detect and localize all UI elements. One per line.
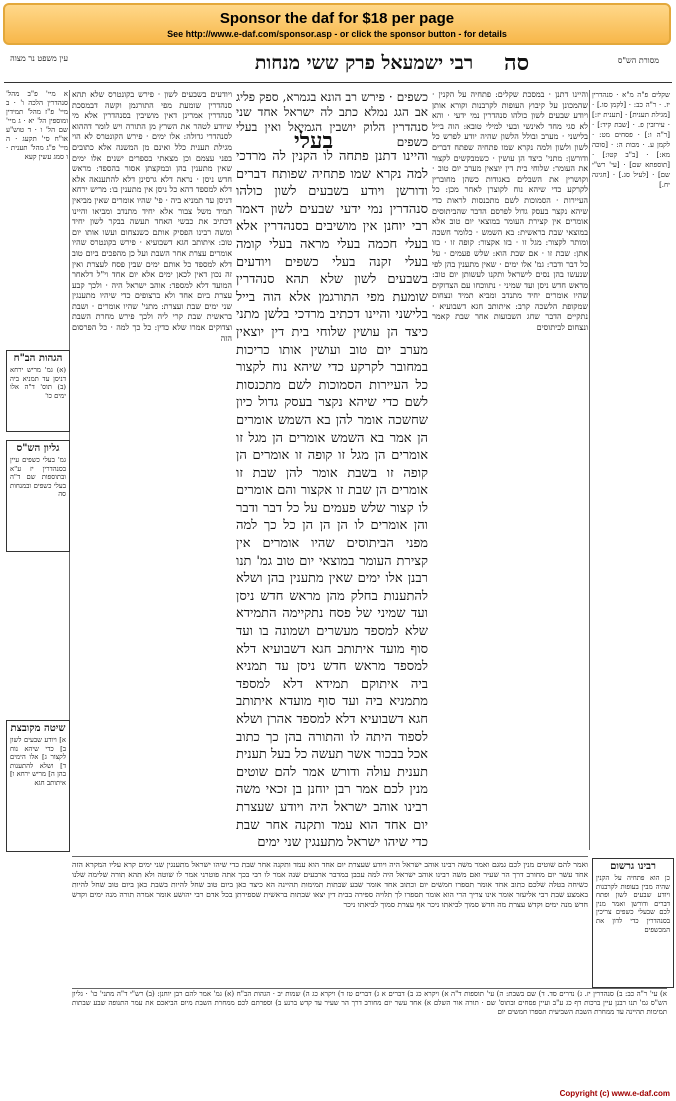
rabbeinu-gershom-title: רבינו גרשום [610,861,656,872]
chapter-title: רבי ישמעאל פרק ששי מנחות [254,52,474,74]
shitah-title: שיטה מקובצת [10,723,66,734]
hagahot-box [6,350,70,432]
shitah-box [6,720,70,852]
page-number: סה [504,50,530,76]
header-rule [4,82,672,83]
tosafot-column: ויודעים בשבעים לשון · פירש בקונטרס שלא תהא סנהדרין שומעת מפי התורגמן וקשה דבמסכת סנהדרין אמרינן דאין מושיבין בסנהדרין אלא מי שיודע לטהר את השרץ מן התורה ויש לומר דההוא לסנהדרי גדולה: אלו ימים · פירש הקונטרס לא הוי מגילת תענית כלל ואינם מן המשנה אלא כתובים בפני עצמם וכן מצאתי בספרים ישנים אלו ימים שאין מתענין בהן ובמקצתן אסור בהספד: מראש חדש ניסן · נראה דלא גרסינן דלא להתענאה אלא דלא למספד דהא כל ניסן אין מתענין בו: מריש ירחא דניסן עד תמניא ביה · פי' שהיו אומרים שאין מביאין תמיד משל צבור אלא יחיד מתנדב ומביאו והיינו דכתיב את כבשי האחד תעשה בבקר לשון יחיד ומשה רבינו הפסיק אותם כשנצחום ועשו אותו יום טוב: איתותב חגא דשבועיא · פירש בקונטרס שהיו אומרים עצרת אחר השבת ועל כן מהפכים ביום טוב דלא למספד כל אותם ימים שבין פסח לעצרת ואין זה נכון דאין לכאן ימים אלא יום אחד וי"ל דלאחר המועד דלא למספד: אוהב ישראל היה · ולכך קבע עצרת ביום אחד ולא ברצופים כדי שיהיו מתענגין שני ימים שבת ועצרת: מתני' שהיו אומרים · ושבת בראשית שבת קרי ליה ולכך פירש מחרת השבת וצדוקים אמרו שלא כדין: כל כך למה · כל הפרסום הזה [72,90,232,343]
mishnah-opening-word: בעלי [294,128,334,154]
rabbeinu-gershom-text: כן הוא פתחיה על הקנין שהיה מבין בעופות לקרבנות ויודע שבעים לשון ופתח דברים ודורשן ואמר מנין לכם שבעלי כשפים צריכין בסנהדרין כדי לדון את המכשפים [596,874,670,934]
gilyon-box [6,440,70,552]
sponsor-subtitle[interactable]: See http://www.e-daf.com/sponsor.asp - or click the sponsor button - for details [167,29,507,39]
rashi-column: והיינו דתנן · במסכת שקלים: פתחיה על הקנין · שהמכונן על קיבוץ העופות לקרבנות וקורא אותן ויודע שבעים לשון כולהו סנהדרין נמי ידעי · והא לא סגי מחד לאינשי ובעי למילי טובא: הוה בייל בלישני · מערב ובולל הלשון שהיה יודע לפרש כל לשון ולשון ולמה נקרא שמו פתחיה שפתח דברים ודורשן: מתני' כיצד הן עושין · כשמבקשים לקצור את העומר: שלוחי בית דין יוצאין מערב יום טוב · וקושרין את השבלים באגודות כשהן מחוברין לקרקע כדי שיהא נוח לקוצרן לאחר מכן: כל העיירות · הסמוכות לשם מתכנסות לראות כדי שיהא נקצר בעסק גדול לפרסם הדבר שהביתוסים אומרים אין קצירת העומר במוצאי יום טוב אלא במוצאי שבת בראשית: בא השמש · כלומר חשכה ומותר לקצור: מגל זו · בזו אקצור: קופה זו · בזו אתן: שבת זו · אם שבת הוא: שלש פעמים · על כל דבר ודבר: גמ' אלו ימים · שאין מתענין בהן לפי שנעשו בהן נסים לישראל ותקנו לעשותן יום טוב: מראש חדש ניסן ועד שמיני · נתווכחו עם הצדוקים שהיו אומרים יחיד מתנדב ומביא תמיד ונצחום שמקופת הלשכה קרב: איתותב חגא דשבועיא · נתקיים הדבר שחג השבועות אחר שבת קאמר ונצחום לביתוסים [432,90,588,333]
gemara-column: והיינו דתנן פתחה לו הקנין לה מרדכי למה נקרא שמו פתחיה שפותח דברים ודורשן ויודע בשבעים לשון כולהו סנהדרין נמי ידעי שבעים לשון דאמר רבי יוחנן אין מושיבים בסנהדרין אלא בעלי חכמה בעלי מראה בעלי קומה בעלי זקנה בעלי כשפים ויודעים בשבעים לשון שלא תהא סנהדרין שומעת מפי התורגמן אלא הוה בייל בלישני והיינו דכתיב מרדכי בלשן מתני כיצד הן עושין שלוחי בית דין יוצאין מערב יום טוב ועושין אותו כריכות במחובר לקרקע כדי שיהא נוח לקצור כל העיירות הסמוכות לשם מתכנסות לשם כדי שיהא נקצר בעסק גדול כיון שחשכה אומר להן בא השמש אומרים הן אמר בא השמש אומרים הן מגל זו אומרים הן מגל זו קופה זו אומרים הן קופה זו בשבת אומר להן שבת זו אומרים הן שבת זו אקצור והם אומרים לו קצור שלש פעמים על כל דבר ודבר והן אומרים לו הן הן הן כל כך למה מפני הביתוסים שהיו אומרים אין קצירת העומר במוצאי יום טוב גמ' תנו רבנן אלו ימים שאין מתענין בהן ושלא להתענות בחלק מהן מראש חדש ניסן ועד שמיני של פסח נתקיימה התמידא שלא למספד מעשרים ושמונה בו ועד סוף מועד איתותב חגא דשבועיא דלא למספד מראש חדש ניסן עד תמניא ביה איתוקם תמידא דלא למספד מתמניא ביה ועד סוף מועדא איתותב חגא דשבועיא דלא למספד אהרן ושלא לספוד היתה לו והתורה בהן כך כתוב אכל בבכור אשר תעשה כל בעל תענית תענית עולה ודורש אמר להם שוטים מנין לכם אמר רבן יוחנן בן זכאי משה רבינו אוהב ישראל היה ויודע שעצרת יום אחד הוא עמד ותקנה אחר שבת כדי שיהו ישראל מתענגין שני ימים [236,149,428,851]
mesoret-label: מסורת הש"ס [617,56,659,65]
divider-bottom [72,856,588,857]
ein-mishpat-label: עין משפט נר מצוה [10,54,68,63]
bottom-commentary: ואמר להם שוטים מנין לכם גמגם ואמר משה רבינו אוהב ישראל היה ויודע שעצרת יום אחד הוא עמד ותקנה אחר שבת כדי שיהו ישראל מתענגין שני ימים קרא עליו המקרא הזה אחד עשר יום מחורב דרך הר שעיר ואם משה רבינו אוהב ישראל היה למה עכבן במדבר ארבעים שנה אמר לו רבי בכך אתה פוטרני אמר לו שוטה ולא תהא תורה שלימה שלנו כשיחה בטלה שלכם כתוב אחד אומר תספרו חמשים יום וכתוב אחד אומר שבע שבתות תמימות תהיינה הא כיצד כאן ביום טוב שחל להיות בשבת כאן ביום טוב שחל להיות באמצע שבת רבי אליעזר אומר אינו צריך הרי הוא אומר תספרו לך תלויה ספירה בבית דין יצאו שבתות בראשית שספירתן בכל אדם רבי יהושע אומר אמרה תורה מנה ימים וקדש חדש מנה ימים וקדש עצרת מה חדש סמוך לביאתו ניכר אף עצרת סמוך לביאתו ניכר [72,860,588,909]
footnotes: א) עי' ר"ה כב: ב) סנהדרין יז. ג) נדרים סד. ד) שם בשבת: ה) עי' תוספות ד"ה א) ויקרא כג ב) דברים א ג) דברים טז ד) ויקרא כג ה) שמות יב · הגהות הב"ח (א) גמ' אמר להם רבן יוחנן: (ב) רש"י ד"ה מתני' כו' · גליון הש"ס גמ' תנו רבנן עיין ברכות דף כג ע"ב ועיין פסחים ובתוס' שם · תורה אור השלם א) אחד עשר יום מחורב דרך הר שעיר עד קדש ברנע ב) וספרתם לכם ממחרת השבת מיום הביאכם את עמר התנופה שבע שבתות תמימות תהיינה עד ממחרת השבת השביעית תספרו חמשים יום [72,990,667,1016]
sponsor-banner[interactable] [3,3,671,45]
talmud-page [4,50,672,1082]
shitah-text: א] ויודע שבעים לשון ב] כדי שיהא נוח לקצור ג] אלו הימים ד] ושלא להתענות בהן ה] מריש ירחא ו] איתותב חגא [10,736,66,787]
gilyon-title: גליון הש"ס [16,443,60,454]
mishnah-caption: כשפים · פירש רב הונא בגמרא, ספק פליג אב הגג נמלא כתב לה ישראל אחד שני סנהדרין הלוק יושבין הגמיאל ואין בעלי כשפים [236,90,428,149]
rabbeinu-gershom-box [592,858,674,988]
mesoret-column: שקלים פ"ה מ"א · סנהדרין יז. · ר"ה כב: · [לקמן סו.] · [מגילת תענית] · [תענית יז:] · עירובין פ. · [שבת קיד:] · [ר"ה ו:] · פסחים מט: · לקמן ע. · מכות ה: · [סוכה מא:] · [ב"ב קטו:] · [תוספתא שם] · [עי' רש"י שם] · [לעיל סג.] · [חגיגה יח.] [592,91,670,189]
divider-footnotes [72,988,667,989]
gilyon-text: גמ' בעלי כשפים עיין בסנהדרין יז ע"א ובתוספות שם ד"ה בעלי כשפים ובמנחות סה [10,456,66,499]
copyright-link[interactable]: Copyright (c) www.e-daf.com [559,1089,670,1098]
hagahot-title: הגהות הב"ח [13,353,63,364]
hagahot-text: (א) גמ' מריש ירחא דניסן עד תמניא ביה (ב) תוס' ד"ה אלו ימים כו' [10,366,66,400]
page-header [4,50,672,82]
sponsor-title[interactable]: Sponsor the daf for $18 per page [219,10,455,27]
ein-mishpat-column: א מיי' פ"ב מהל' סנהדרין הלכה ו' · ב מיי' פ"ז מהל' תמידין ומוספין הל' יא · ג מיי' שם הל' ו · ד טוש"ע או"ח סי' תקעג · ה מיי' פ"ג מהל' תענית · ו סמג עשין קעא [6,90,68,161]
divider-right [589,90,590,850]
